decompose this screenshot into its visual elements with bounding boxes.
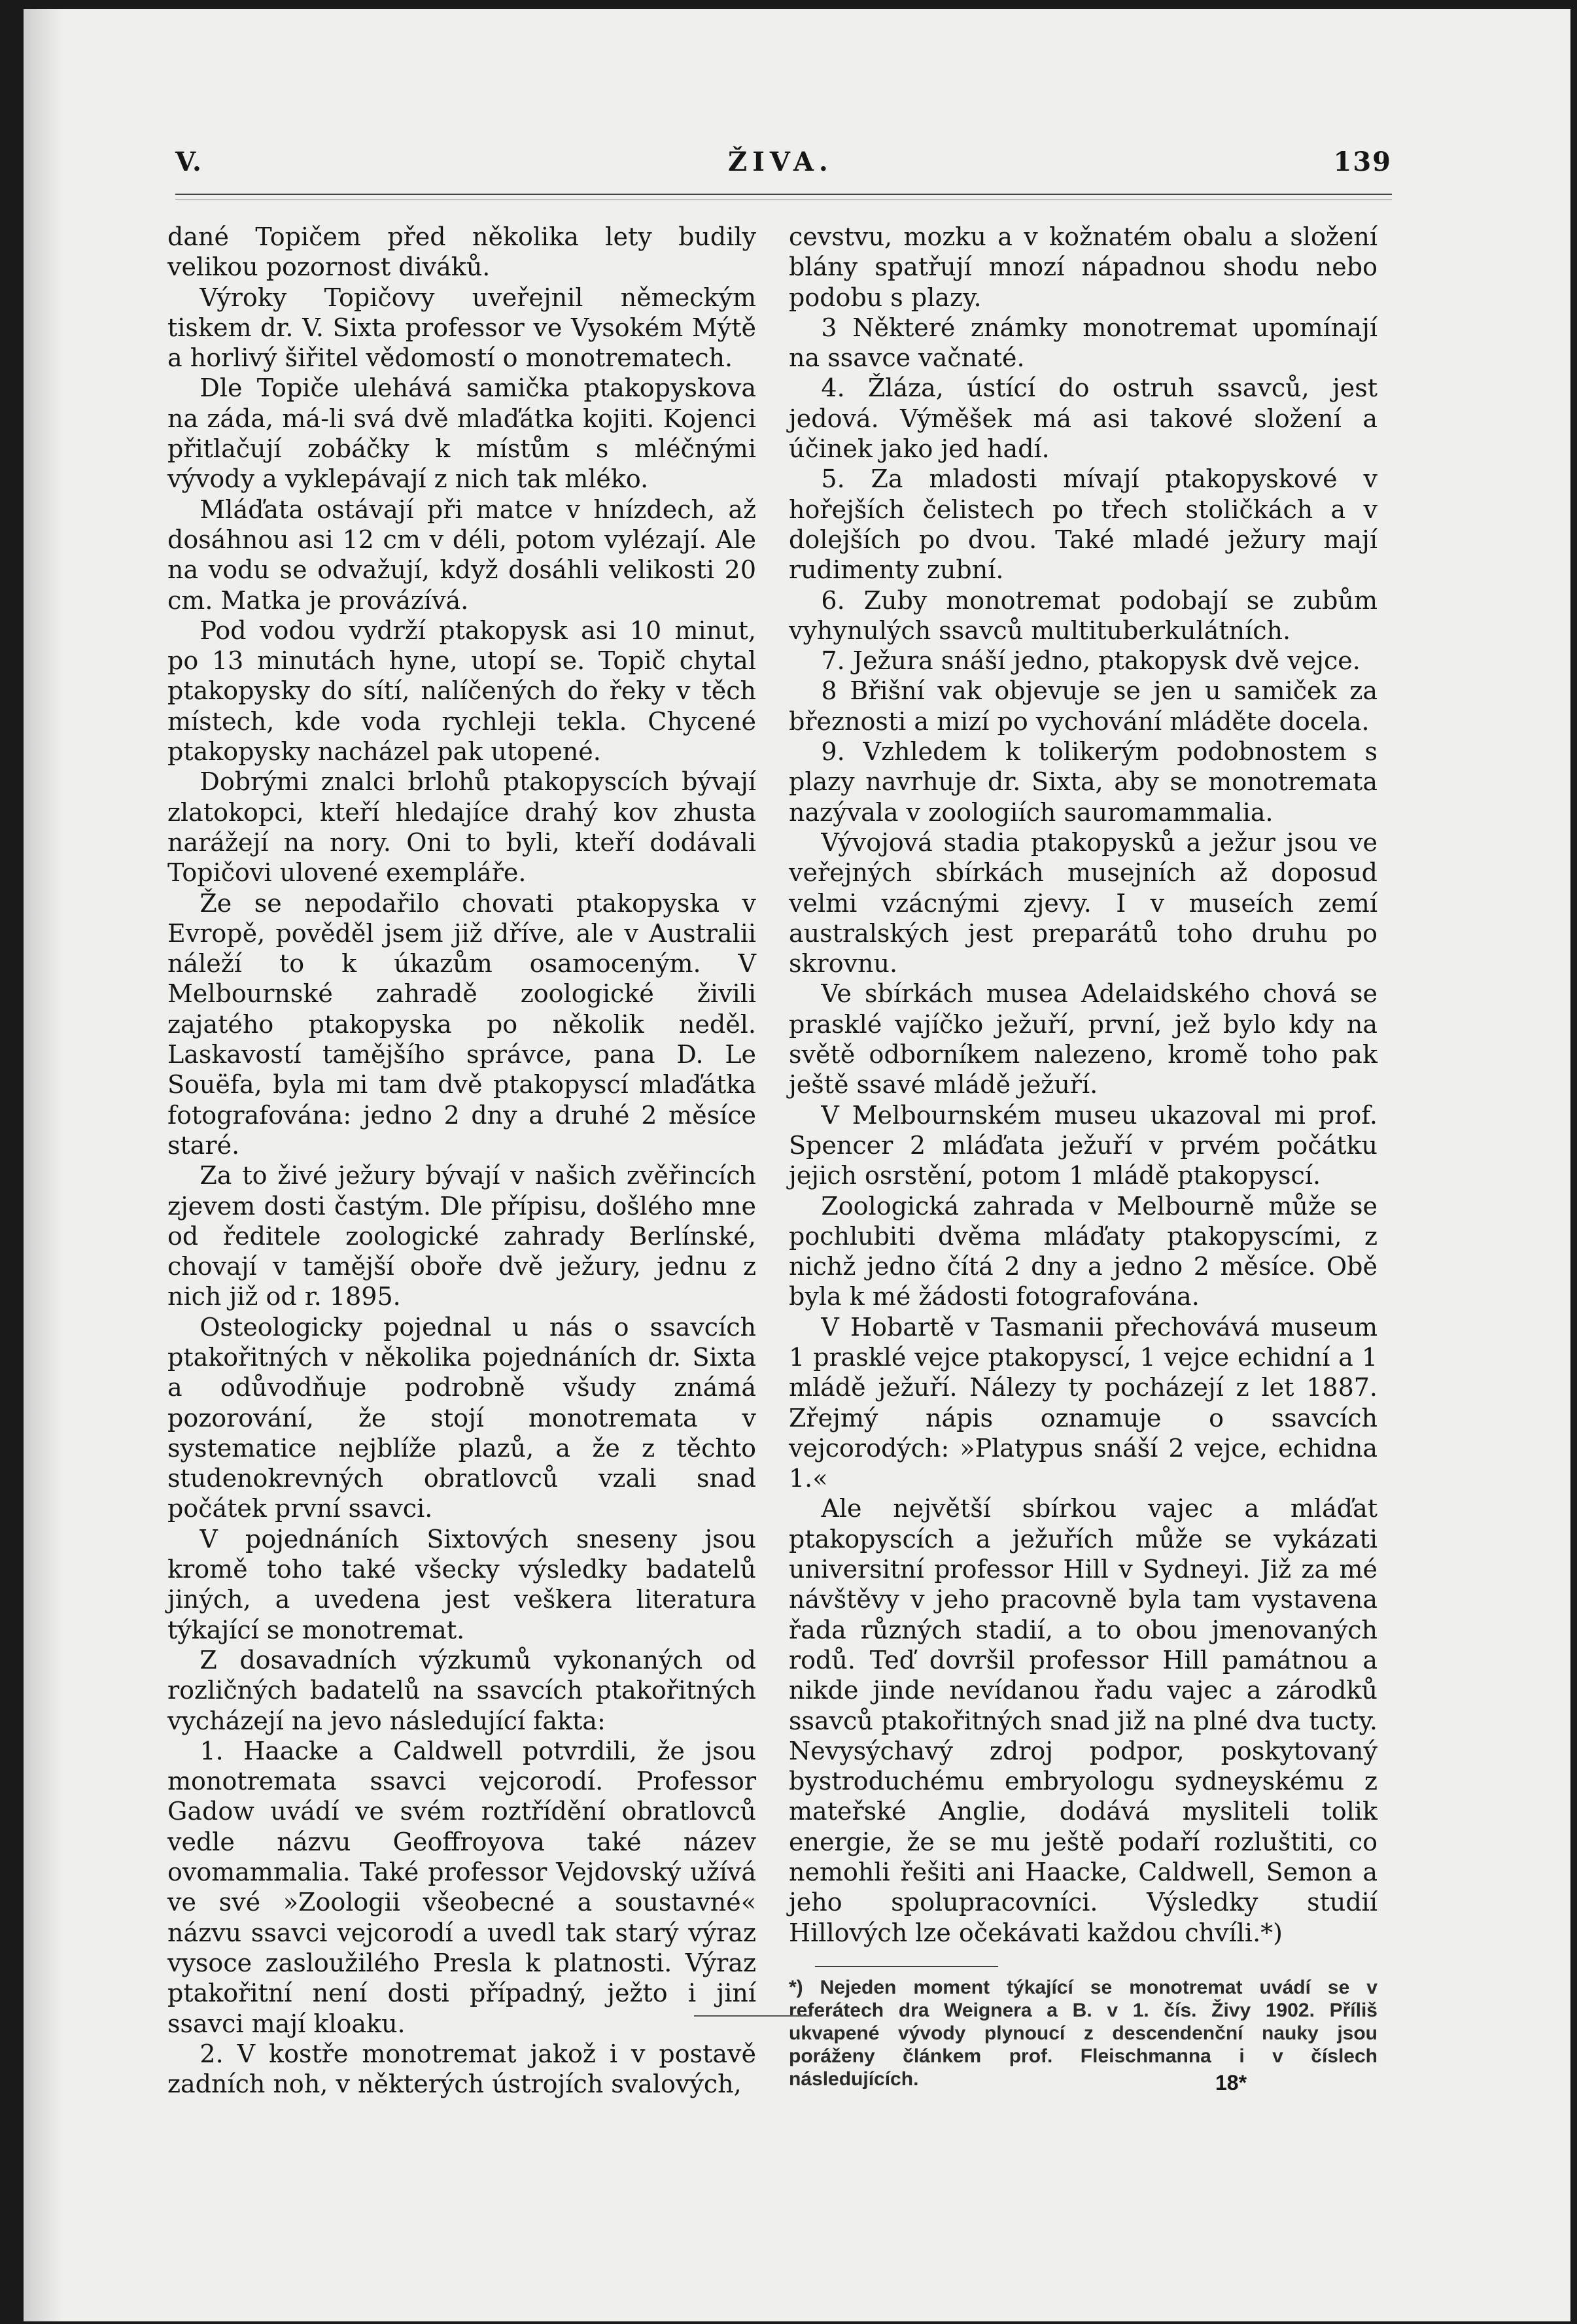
paragraph: Ve sbírkách musea Adelaidského chová se prasklé vajíčko ježuří, první, jež bylo kdy na světě odborníkem nalezeno, kromě toho pak ještě ssavé mládě ježuří. [789,979,1378,1100]
paragraph: dané Topičem před několika lety budily velikou pozornost diváků. [167,222,756,282]
paragraph: cevstvu, mozku a v kožnatém obalu a složení blány spatřují mnozí nápadnou shodu nebo podobu s plazy. [789,222,1378,312]
paragraph: Vývojová stadia ptakopysků a ježur jsou ve veřejných sbírkách musejních až doposud velmi vzácnými zjevy. I v museích zemí australských jest preparátů toho druhu po skrovnu. [789,827,1378,979]
paragraph: Zoologická zahrada v Melbourně může se pochlubiti dvěma mláďaty ptakopyscími, z nichž jedno čítá 2 dny a jedno 2 měsíce. Obě byla k mé žádosti fotografována. [789,1191,1378,1311]
page-number: 139 [1333,147,1392,177]
volume-number: V. [175,147,203,177]
paragraph: V Melbournském museu ukazoval mi prof. Spencer 2 mláďata ježuří v prvém počátku jejich osrstění, potom 1 mládě ptakopyscí. [789,1100,1378,1190]
footnote-rule [815,1966,998,1967]
paragraph: 9. Vzhledem k tolikerým podobnostem s plazy navrhuje dr. Sixta, aby se monotremata nazývala v zoologiích sauromammalia. [789,737,1378,827]
paragraph: V pojednáních Sixtových sneseny jsou kromě toho také všecky výsledky badatelů jiných, a uvedena jest veškera literatura týkající se monotremat. [167,1524,756,1644]
header-rule [175,194,1392,195]
paragraph: Pod vodou vydrží ptakopysk asi 10 minut, po 13 minutách hyne, utopí se. Topič chytal ptakopysky do sítí, nalíčených do řeky v těch místech, kde voda rychleji tekla. Chycené ptakopysky nacházel pak utopené. [167,616,756,767]
journal-title: ŽIVA. [728,147,833,177]
paragraph: V Hobartě v Tasmanii přechovává museum 1 prasklé vejce ptakopyscí, 1 vejce echidní a 1 mládě ježuří. Nálezy ty pocházejí z let 1887. Zřejmý nápis oznamuje o ssavcích vejcorodých: »Platypus snáší 2 vejce, echidna 1.« [789,1312,1378,1493]
bottom-rule [694,2015,812,2017]
paragraph: Z dosavadních výzkumů vykonaných od rozličných badatelů na ssavcích ptakořitných vycházejí na jevo následující fakta: [167,1645,756,1735]
paragraph: Že se nepodařilo chovati ptakopyska v Evropě, pověděl jsem již dříve, ale v Australii náleží to k úkazům osamoceným. V Melbournské zahradě zoologické živili zajatého ptakopyska po několik neděl. Laskavostí tamějšího správce, pana D. Le Souëfa, byla mi tam dvě ptakopyscí mlaďátka fotografována: jedno 2 dny a druhé 2 měsíce staré. [167,888,756,1160]
paragraph: Ale největší sbírkou vajec a mláďat ptakopyscích a ježuřích může se vykázati universitní professor Hill v Sydneyi. Již za mé návštěvy v jeho pracovně byla tam vystavena řada různých stadií, a to obou jmenovaných rodů. Teď dovršil professor Hill památnou a nikde jinde nevídanou řadu vajec a zárodků ssavců ptakořitných snad již na plné dva tucty. Nevysýchavý zdroj podpor, poskytovaný bystroduchému embryologu sydneyskému z mateřské Anglie, dodává mysliteli tolik energie, že se mu ještě podaří rozluštiti, co nemohli řešiti ani Haacke, Caldwell, Semon a jeho spolupracovníci. Výsledky studií Hillových lze očekávati každou chvíli.*) [789,1494,1378,1947]
signature-mark: 18* [1215,2071,1247,2094]
scanned-page [24,9,1570,2321]
paragraph: Dobrými znalci brlohů ptakopyscích bývají zlatokopci, kteří hledajíce drahý kov zhusta narážejí na nory. Oni to byli, kteří dodávali Topičovi ulovené exempláře. [167,767,756,888]
paragraph: 7. Ježura snáší jedno, ptakopysk dvě vejce. [821,646,1360,676]
left-column [167,222,756,2099]
paragraph: 4. Žláza, ústící do ostruh ssavců, jest jedová. Výměšek má asi takové složení a účinek jako jed hadí. [789,373,1378,464]
paragraph: Za to živé ježury bývají v našich zvěřincích zjevem dosti častým. Dle přípisu, došlého mne od ředitele zoologické zahrady Berlínské, chovají v tamější oboře dvě ježury, jednu z nich již od r. 1895. [167,1161,756,1311]
paragraph: 1. Haacke a Caldwell potvrdili, že jsou monotremata ssavci vejcorodí. Professor Gadow uvádí ve svém roztřídění obratlovců vedle názvu Geoffroyova také název ovomammalia. Také professor Vejdovský užívá ve své »Zoologii všeobecné a soustavné« názvu ssavci vejcorodí a uvedl tak starý výraz vysoce zasloužilého Presla k platnosti. Výraz ptakořitní není dosti případný, ježto i jiní ssavci mají kloaku. [167,1736,756,2038]
paragraph: Osteologicky pojednal u nás o ssavcích ptakořitných v několika pojednáních dr. Sixta a odůvodňuje podrobně všudy známá pozorování, že stojí monotremata v systematice nejblíže plazů, a že z těchto studenokrevných obratlovců vzali snad počátek první ssavci. [167,1312,756,1523]
page-spine-shadow [24,9,63,2321]
right-column [789,222,1378,2090]
paragraph: Výroky Topičovy uveřejnil německým tiskem dr. V. Sixta professor ve Vysokém Mýtě a horlivý šiřitel vědomostí o monotrematech. [167,283,756,373]
running-header [175,147,1392,192]
footnote: *) Nejeden moment týkající se monotremat uvádí se v referátech dra Weignera a B. v 1. čís. Živy 1902. Příliš ukvapené vývody plynoucí z descendenční nauky jsou poráženy článkem prof. Fleischmanna i v číslech následujících. [789,1976,1378,2090]
paragraph: Mláďata ostávají při matce v hnízdech, až dosáhnou asi 12 cm v déli, potom vylézají. Ale na vodu se odvažují, když dosáhli velikosti 20 cm. Matka je provázívá. [167,494,756,615]
paragraph: 8 Břišní vak objevuje se jen u samiček za březnosti a mizí po vychování mláděte docela. [789,676,1378,736]
paragraph: 2. V kostře monotremat jakož i v postavě zadních noh, v některých ústrojích svalových, [167,2039,756,2099]
paragraph: 6. Zuby monotremat podobají se zubům vyhynulých ssavců multituberkulátních. [789,585,1378,645]
paragraph: 3 Některé známky monotremat upomínají na ssavce vačnaté. [789,313,1378,373]
paragraph: Dle Topiče ulehává samička ptakopyskova na záda, má-li svá dvě mlaďátka kojiti. Kojenci přitlačují zobáčky k místům s mléčnými vývody a vyklepávají z nich tak mléko. [167,373,756,494]
paragraph: 5. Za mladosti mívají ptakopyskové v hořejších čelistech po třech stoličkách a v dolejších po dvou. Také mladé ježury mají rudimenty zubní. [789,464,1378,585]
